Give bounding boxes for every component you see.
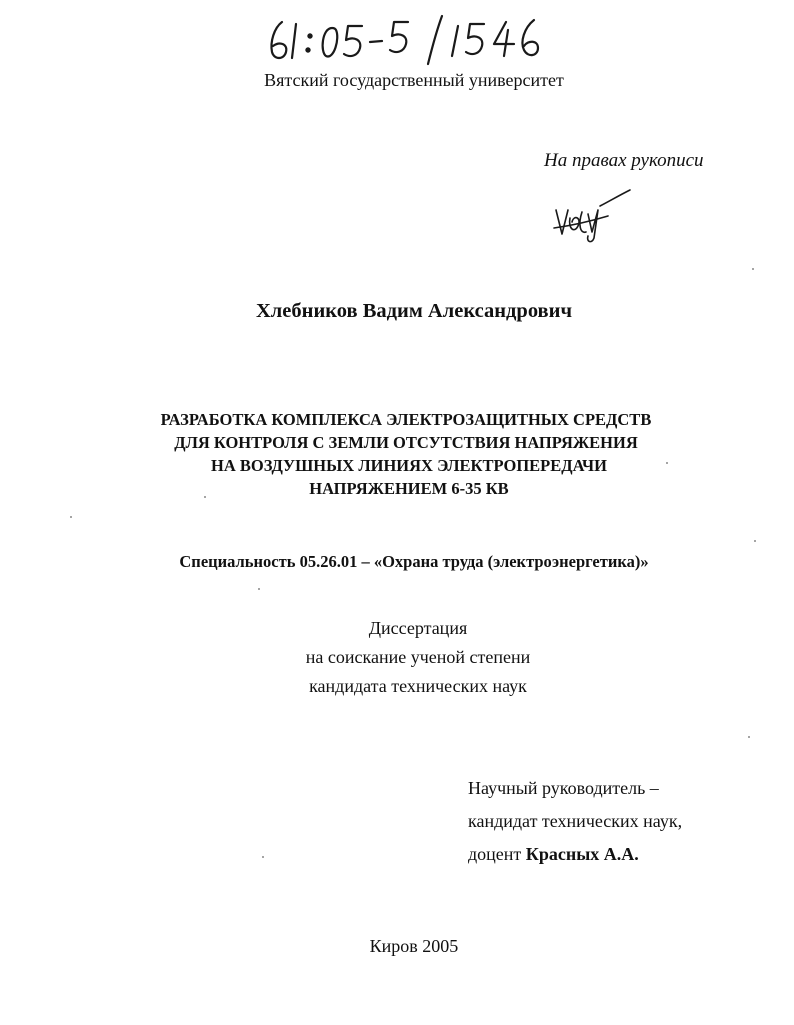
scan-speck [258, 588, 260, 590]
scan-speck [752, 268, 754, 270]
title-line: НАПРЯЖЕНИЕМ 6-35 КВ [309, 479, 509, 498]
manuscript-note: На правах рукописи [544, 150, 704, 171]
supervisor-name: Красных А.А. [525, 844, 639, 864]
dissertation-line: Диссертация [368, 618, 468, 638]
scan-speck [204, 496, 206, 498]
dissertation-title [0, 408, 794, 500]
supervisor-degree: кандидат технических наук, [468, 811, 683, 831]
city-year: Киров 2005 [369, 936, 459, 956]
signature-mark [548, 188, 638, 244]
dissertation-line: на соискание ученой степени [305, 647, 531, 667]
specialty: Специальность 05.26.01 – «Охрана труда (электроэнергетика)» [179, 552, 649, 571]
title-line: НА ВОЗДУШНЫХ ЛИНИЯХ ЭЛЕКТРОПЕРЕДАЧИ [211, 456, 607, 475]
scan-speck [754, 540, 756, 542]
scan-speck [748, 736, 750, 738]
university-name: Вятский государственный университет [264, 70, 564, 90]
title-line: ДЛЯ КОНТРОЛЯ С ЗЕМЛИ ОТСУТСТВИЯ НАПРЯЖЕНИЯ [174, 433, 638, 452]
title-line: РАЗРАБОТКА КОМПЛЕКСА ЭЛЕКТРОЗАЩИТНЫХ СРЕДСТВ [160, 410, 652, 429]
handwritten-archive-code [262, 14, 552, 66]
scan-speck [666, 462, 668, 464]
supervisor-role: Научный руководитель – [468, 778, 659, 798]
supervisor-info [468, 772, 682, 871]
supervisor-title-name [468, 838, 682, 871]
dissertation-type [0, 614, 794, 701]
scan-speck [262, 856, 264, 858]
supervisor-title: доцент [468, 844, 522, 864]
author-name: Хлебников Вадим Александрович [255, 300, 573, 322]
scan-speck [70, 516, 72, 518]
dissertation-line: кандидата технических наук [309, 676, 527, 696]
